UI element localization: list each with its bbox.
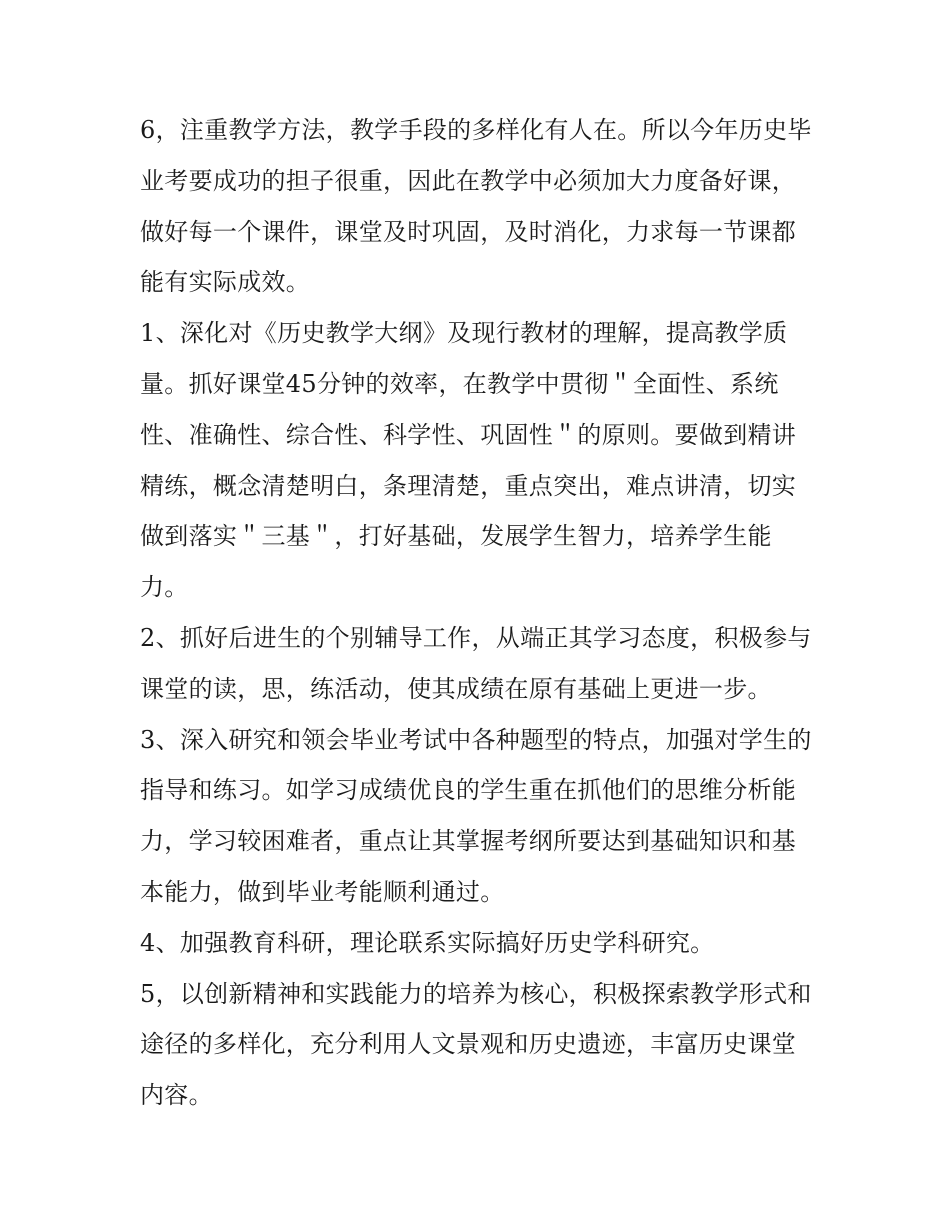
paragraph-item-2: 2、抓好后进生的个别辅导工作，从端正其学习态度，积极参与课堂的读，思，练活动，使其成绩在原有基础上更进一步。 — [140, 623, 812, 703]
paragraph-teaching-methods: 6，注重教学方法，教学手段的多样化有人在。所以今年历史毕业考要成功的担子很重，因此在教学中必须加大力度备好课，做好每一个课件，课堂及时巩固，及时消化，力求每一节课都能有实际成效。 — [140, 116, 812, 297]
paragraph-item-3: 3、深入研究和领会毕业考试中各种题型的特点，加强对学生的指导和练习。如学习成绩优良的学生重在抓他们的思维分析能力，学习较困难者，重点让其掌握考纲所要达到基础知识和基本能力，做到毕业考能顺利通过。 — [140, 725, 812, 906]
paragraph-item-1: 1、深化对《历史教学大纲》及现行教材的理解，提高教学质量。抓好课堂45分钟的效率，在教学中贯彻＂全面性、系统性、准确性、综合性、科学性、巩固性＂的原则。要做到精讲精练，概念清楚明白，条理清楚，重点突出，难点讲清，切实做到落实＂三基＂，打好基础，发展学生智力，培养学生能力。 — [140, 319, 797, 602]
document-body — [140, 105, 820, 1121]
paragraph-item-5: 5，以创新精神和实践能力的培养为核心，积极探索教学形式和途径的多样化，充分利用人文景观和历史遗迹，丰富历史课堂内容。 — [140, 979, 812, 1110]
paragraph-item-4: 4、加强教育科研，理论联系实际搞好历史学科研究。 — [140, 928, 715, 957]
